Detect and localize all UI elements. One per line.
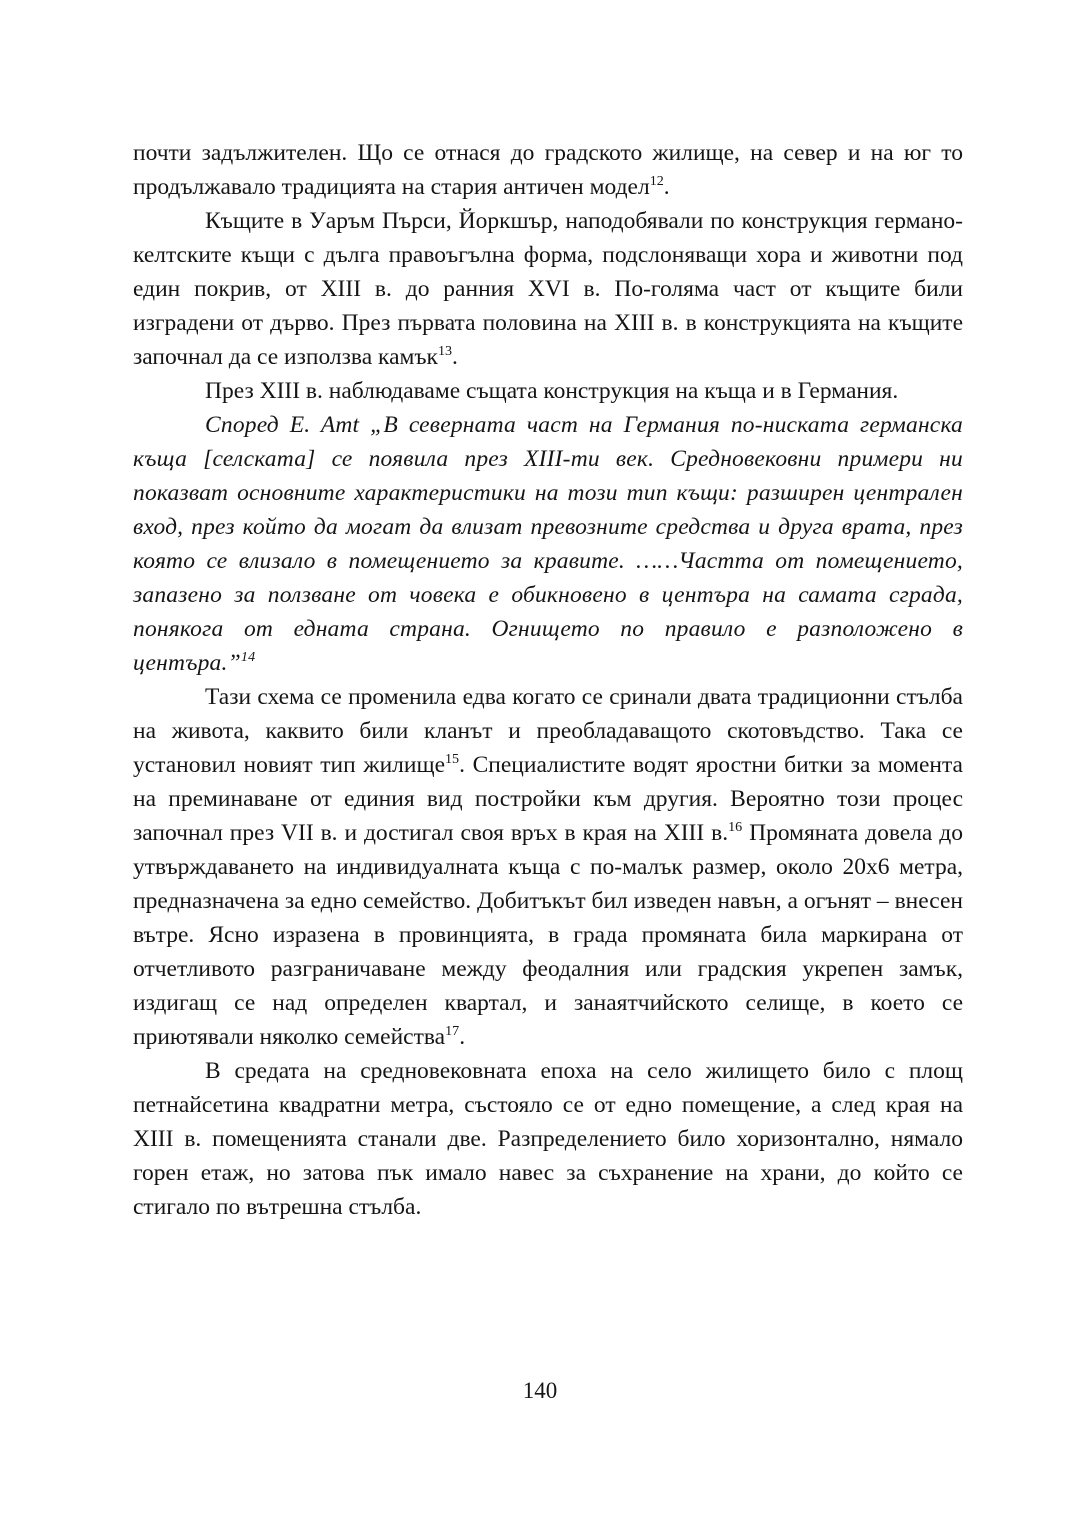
text-run: . Специалистите водят яростни битки за момента на преминаване от единия вид постройки към другия. Вероятно този процес започнал през VII в. и достигал своя връх в края на XIII в. [133,752,963,846]
paragraph-houses-wharram-percy [133,204,963,374]
footnote-ref-16: 16 [728,819,743,836]
paragraph-scheme-change [133,680,963,1054]
text-run: Тази схема се променила едва когато се сринали двата традиционни стълба на живота, каквито били кланът и преобладаващото скотовъдство. Така се установил новият тип жилище [133,684,963,778]
text-run: Промяната довела до утвърждаването на индивидуалната къща с по-малък размер, около 20х6 метра, предназначена за едно семейство. Добитъкът бил изведен навън, а огънят – внесен вътре. Ясно изразена в провинцията, в града промяната била маркирана от отчетливото разграничаване между феодалния или градския укрепен замък, издигащ се над определен квартал, и занаятчийското селище, в което се приютявали няколко семейства [133,820,963,1050]
page-number: 140 [522,1378,558,1403]
footnote-ref-12: 12 [649,173,664,190]
footnote-ref-17: 17 [445,1023,460,1040]
page-text-block [133,136,963,1224]
text-run: Според E. Amt „В северната част на Германия по-ниската германска къща [селската] се появила през XIII-ти век. Средновековни примери ни показват основните характеристики на този тип къщи: разширен централен вход, през който да могат да влизат превозните средства и друга врата, през която се влизало в помещението за кравите. ……Частта от помещението, запазено за ползване от човека е обикновено в центъра на самата сграда, понякога от едната страна. Огнището по правило е разположено в центъра.” [133,412,963,676]
footnote-ref-13: 13 [437,343,453,360]
paragraph-village-dwelling [133,1054,963,1224]
footnote-ref-15: 15 [445,751,460,768]
text-run: Къщите в Уаръм Пърси, Йоркшър, наподобявали по конструкция германо-келтските къщи с дълга правоъгълна форма, подслоняващи хора и животни под един покрив, от XIII в. до ранния XVI в. По-голяма част от къщите били изградени от дърво. През първата половина на XIII в. в конструкцията на къщите започнал да се използва камък [133,208,963,370]
text-run: . [459,1024,466,1050]
text-run: почти задължителен. Що се отнася до градското жилище, на север и на юг то продължавало традицията на стария античен модел [133,140,963,200]
footnote-ref-14: 14 [240,649,256,666]
paragraph-continuation [133,136,963,204]
paragraph-germany-intro [133,374,963,408]
text-run: . [663,174,670,200]
text-run: . [452,344,458,370]
text-run: В средата на средновековната епоха на село жилището било с площ петнайсетина квадратни метра, състояло се от едно помещение, а след края на XIII в. помещенията станали две. Разпределението било хоризонтално, нямало горен етаж, но затова пък имало навес за съхранение на храни, до който се стигало по вътрешна стълба. [133,1058,963,1220]
paragraph-quote-amt [133,408,963,680]
text-run: През XIII в. наблюдаваме същата конструкция на къща и в Германия. [205,378,899,404]
